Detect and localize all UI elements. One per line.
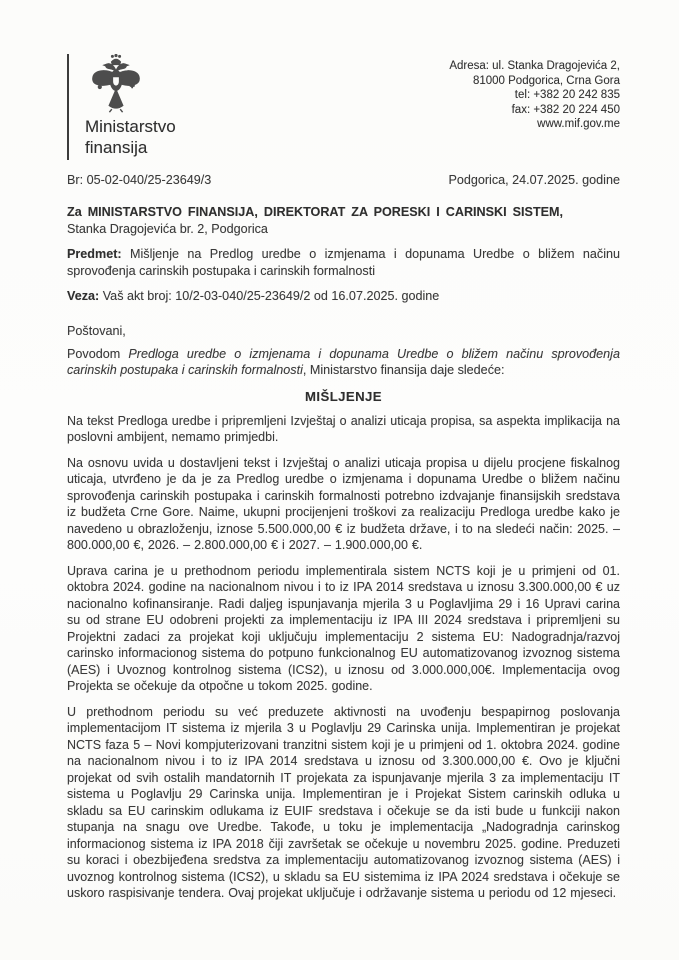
body-paragraph-1: Na tekst Predloga uredbe i pripremljeni Izvještaj o analizi uticaja propisa, sa aspekta implikacija na poslovni ambijent, nemamo primjedbi. <box>67 413 620 445</box>
reference-row <box>67 173 620 187</box>
salutation: Poštovani, <box>67 323 126 338</box>
body-paragraph-2: Na osnovu uvida u dostavljeni tekst i Izvještaj o analizi uticaja propisa u dijelu procjene fiskalnog uticaja, utvrđeno je da je za Predlog uredbe o izmjenama i dopunama Uredbe o bližem načinu sprovođenja carinskih postupaka i carinskih formalnosti potrebno izdvajanje finansijskih sredstava iz budžeta Crne Gore. Naime, ukupni procijenjeni troškovi za realizaciju Predloga uredbe kako je navedeno u obrazloženju, iznose 5.500.000,00 € iz budžeta države, i to na sledeći način: 2025. – 800.000,00 €, 2026. – 2.800.000,00 € i 2027. – 1.900.000,00 €. <box>67 455 620 553</box>
intro-paragraph <box>67 346 620 379</box>
subject-label: Predmet: <box>67 247 122 261</box>
ministry-name <box>85 117 176 158</box>
body-paragraph-3: Uprava carina je u prethodnom periodu implementirala sistem NCTS koji je u primjeni od 01. oktobra 2024. godine na nacionalnom nivou i to iz IPA 2014 sredstava u iznosu 3.300.000,00 € uz nacionalno kofinansiranje. Radi daljeg ispunjavanja mjerila 3 u Poglavljima 29 i 16 Upravi carina su od strane EU odobreni projekti za implementaciju iz IPA III 2024 sredstava i pripremljeni su Projektni zadaci za projekat koji uključuju implementaciju 2 sistema EU: Nadogradnja/razvoj carinsko informacionog sistema do potpuno funkcionalnog EU automatizovanog izvoznog sistema (AES) i Uvoznog kontrolnog sistema (ICS2), u iznosu od 3.000.000,00€. Implementacija ovog Projekta se očekuje da otpočne u tokom 2025. godine. <box>67 563 620 694</box>
address-line: 81000 Podgorica, Crna Gora <box>472 74 620 87</box>
addressee-block <box>67 204 620 237</box>
website-text: www.mif.gov.me <box>537 118 620 131</box>
body-paragraph-4: U prethodnom periodu su već preduzete aktivnosti na uvođenju bespapirnog poslovanja implementacijom IT sistema iz mjerila 3 u Poglavlju 29 Carinska unija. Implementiran je projekat NCTS faza 5 – Novi kompjuterizovani tranzitni sistem koji je u primjeni od 1. oktobra 2024. godine na nacionalnom nivou i to iz IPA 2014 sredstava u iznosu od 3.300.000,00 €. Ovo je ključni projekat od svih ostalih mandatornih IT projekata za ispunjavanje mjerila 3 za implementaciju IT sistema u Poglavlju 29 Carinska unija. Implementiran je i Projekat Sistem carinskih odluka u skladu sa EU carinskim odlukama iz EUIF sredstava i očekuje se da isti bude u funkciji nakon stupanja na snagu ove Uredbe. Takođe, u toku je implementacija „Nadogradnja carinskog informacionog sistema iz IPA 2018 čiji završetak se očekuje u novembru 2025. godine. Preduzeti su koraci i obezbijeđena sredstva za implementaciju automatizovanog izvoznog sistema (AES) i uvoznog kontrolnog sistema (ICS2), u skladu sa EU sistemima iz IPA 2024 sredstava i očekuje se uskoro raspisivanje tendera. Ovaj projekat uključuje i održavanje sistema u periodu od 12 mjeseci. <box>67 704 620 901</box>
place-date: Podgorica, 24.07.2025. godine <box>448 173 620 187</box>
coat-of-arms-icon <box>89 54 143 114</box>
addressee-line1: Za MINISTARSTVO FINANSIJA, DIREKTORAT ZA PORESKI I CARINSKI SISTEM, <box>67 205 564 219</box>
intro-prefix: Povodom <box>67 346 121 361</box>
ministry-name-line1: Ministarstvo <box>85 117 176 136</box>
subject-line <box>67 246 620 279</box>
intro-suffix: , Ministarstvo finansija daje sledeće: <box>302 363 505 378</box>
intro-italic-title: Predloga uredbe o izmjenama i dopunama Uredbe o bližem načinu sprovođenja carinskih postupaka i carinskih formalnosti <box>67 346 620 378</box>
addressee-line2: Stanka Dragojevića br. 2, Podgorica <box>67 221 268 236</box>
address-line: Adresa: ul. Stanka Dragojevića 2, <box>449 60 620 72</box>
opinion-heading: MIŠLJENJE <box>305 388 382 404</box>
relation-line <box>67 288 620 305</box>
address-block <box>449 59 620 132</box>
subject-text: Mišljenje na Predlog uredbe o izmjenama i dopunama Uredbe o bližem načinu sprovođenja carinskih postupaka i carinskih formalnosti <box>67 247 621 278</box>
relation-label: Veza: <box>67 289 100 304</box>
reference-number: Br: 05-02-040/25-23649/3 <box>67 173 212 187</box>
address-line: tel: +382 20 242 835 <box>514 89 620 102</box>
letterhead <box>67 54 620 160</box>
logo-block <box>67 54 176 160</box>
ministry-name-line2: finansija <box>85 137 148 157</box>
relation-text: Vaš akt broj: 10/2-03-040/25-23649/2 od 16.07.2025. godine <box>102 289 440 304</box>
address-line: fax: +382 20 224 450 <box>511 103 620 116</box>
